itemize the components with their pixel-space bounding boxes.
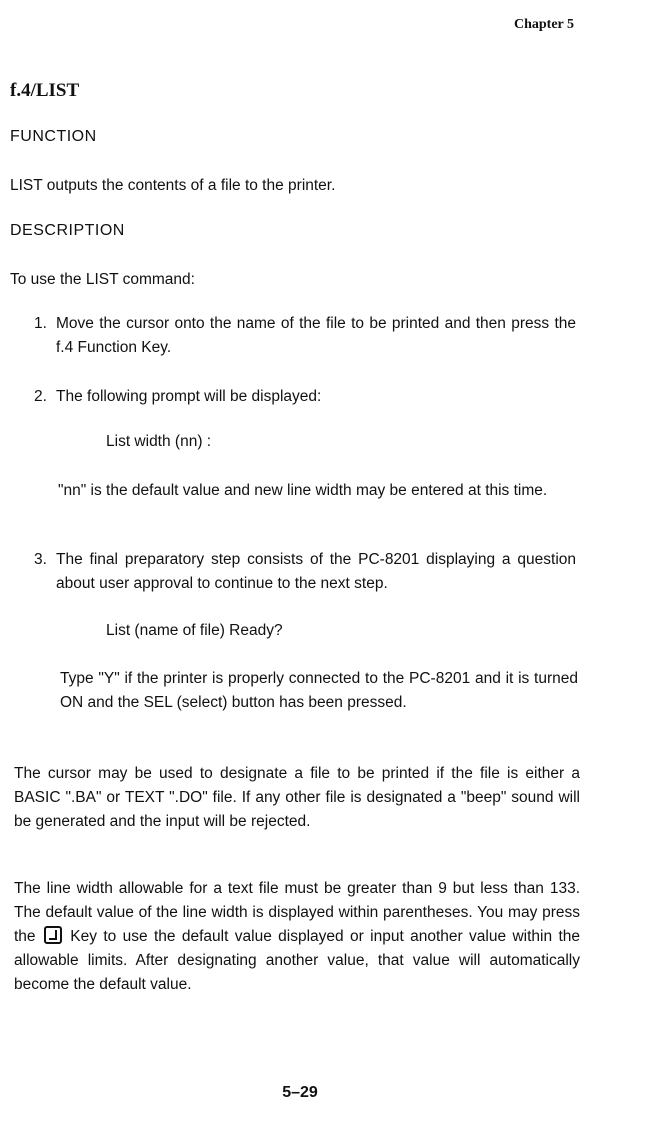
step-1 bbox=[34, 312, 576, 360]
step-text: Move the cursor onto the name of the file to be printed and then press the f.4 Function Key. bbox=[56, 315, 576, 356]
step-3-note: Type "Y" if the printer is properly connected to the PC-8201 and it is turned ON and the SEL (select) button has been pressed. bbox=[60, 670, 578, 711]
paragraph-text-before-key: The line width allowable for a text file must be greater than 9 but less than 133. The default value of the line width is displayed within parentheses. You may press the bbox=[14, 880, 580, 945]
section-title: f.4/LIST bbox=[10, 80, 80, 101]
description-intro: To use the LIST command: bbox=[10, 271, 195, 288]
step-number: 2. bbox=[34, 388, 47, 405]
paragraph-text-after-key: Key to use the default value displayed or input another value within the allowable limits. After designating another value, that value will automatically become the default value. bbox=[14, 928, 580, 993]
step-2-note: "nn" is the default value and new line width may be entered at this time. bbox=[58, 482, 548, 499]
step-text: The final preparatory step consists of the PC-8201 displaying a question about user approval to continue to the next step. bbox=[56, 551, 576, 592]
function-label: FUNCTION bbox=[10, 128, 97, 145]
step-2 bbox=[34, 385, 576, 409]
function-text: LIST outputs the contents of a file to the printer. bbox=[10, 177, 336, 194]
step-number: 1. bbox=[34, 315, 47, 332]
step-3 bbox=[34, 548, 576, 596]
prompt-list-width: List width (nn) : bbox=[106, 433, 212, 450]
return-key-icon bbox=[44, 926, 62, 944]
step-number: 3. bbox=[34, 551, 47, 568]
paragraph-line-width bbox=[14, 877, 580, 997]
chapter-header: Chapter 5 bbox=[513, 17, 574, 32]
paragraph-cursor: The cursor may be used to designate a file to be printed if the file is either a BASIC ".BA" or TEXT ".DO" file. If any other file is designated a "beep" sound will be generated and the input will be rejected. bbox=[14, 765, 580, 830]
page-number: 5–29 bbox=[282, 1084, 318, 1101]
prompt-list-ready: List (name of file) Ready? bbox=[106, 622, 283, 639]
step-text: The following prompt will be displayed: bbox=[56, 388, 322, 405]
description-label: DESCRIPTION bbox=[10, 222, 125, 239]
